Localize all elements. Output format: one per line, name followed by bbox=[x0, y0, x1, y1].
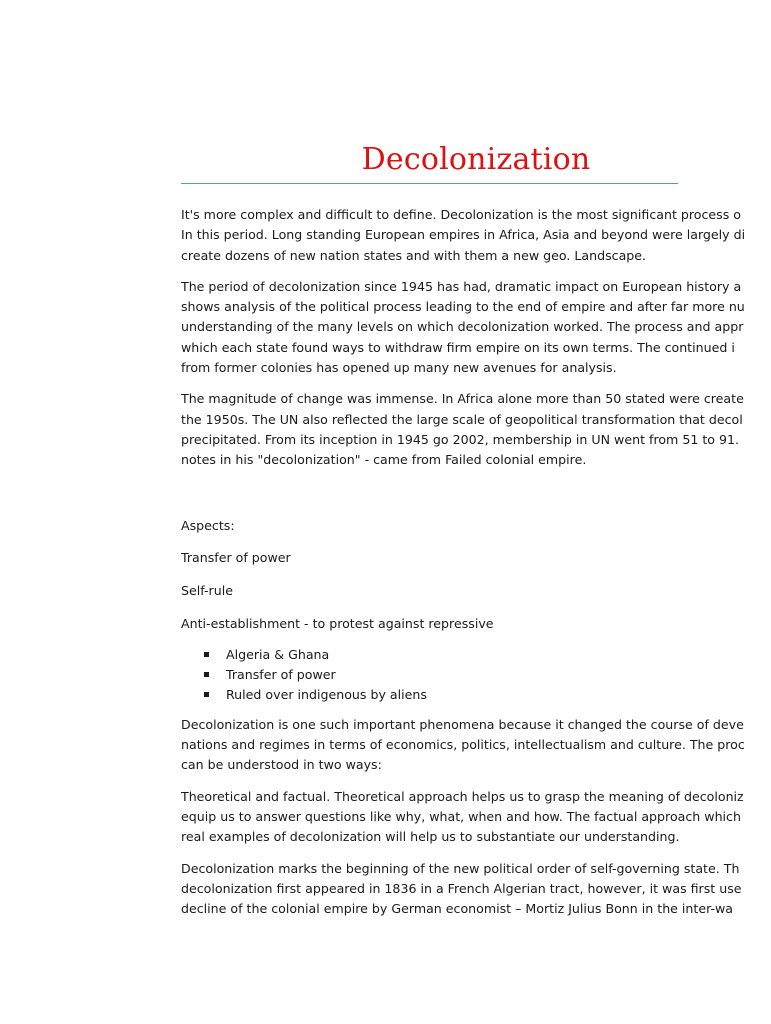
document-content bbox=[181, 0, 746, 1024]
bullet-text: Algeria & Ghana bbox=[226, 646, 330, 662]
text-line: the 1950s. The UN also reflected the large scale of geopolitical transformation that decol bbox=[181, 411, 743, 427]
text-line: Decolonization marks the beginning of the new political order of self-governing state. Th bbox=[181, 860, 740, 876]
paragraph-origin bbox=[181, 859, 741, 920]
text-line: real examples of decolonization will help us to substantiate our understanding. bbox=[181, 829, 680, 845]
text-line: shows analysis of the political process leading to the end of empire and after far more nu bbox=[181, 299, 745, 315]
text-line: which each state found ways to withdraw firm empire on its own terms. The continued i bbox=[181, 339, 735, 355]
text-line: The magnitude of change was immense. In Africa alone more than 50 stated were create bbox=[181, 391, 744, 407]
square-bullet-icon bbox=[204, 672, 209, 677]
paragraph-approaches bbox=[181, 787, 744, 848]
text-line: equip us to answer questions like why, what, when and how. The factual approach which bbox=[181, 808, 741, 824]
aspects-heading: Aspects: bbox=[181, 517, 235, 533]
text-line: decline of the colonial empire by German economist – Mortiz Julius Bonn in the inter-wa bbox=[181, 901, 734, 917]
text-line: The period of decolonization since 1945 has had, dramatic impact on European history a bbox=[181, 278, 742, 294]
bullet-item bbox=[181, 665, 741, 685]
text-line: Theoretical and factual. Theoretical approach helps us to grasp the meaning of decoloniz bbox=[181, 788, 744, 804]
text-line: In this period. Long standing European empires in Africa, Asia and beyond were largely di bbox=[181, 227, 746, 243]
bullet-item bbox=[181, 685, 741, 705]
text-line: nations and regimes in terms of economics, politics, intellectualism and culture. The proc bbox=[181, 737, 745, 753]
title-underline bbox=[181, 183, 678, 184]
text-line: notes in his "decolonization" - came from Failed colonial empire. bbox=[181, 452, 587, 468]
text-line: It's more complex and difficult to define. Decolonization is the most significant process o bbox=[181, 207, 742, 222]
bullet-item bbox=[181, 645, 741, 665]
aspect-item: Transfer of power bbox=[181, 550, 291, 566]
text-line: from former colonies has opened up many new avenues for analysis. bbox=[181, 360, 617, 376]
text-line: Decolonization is one such important phenomena because it changed the course of deve bbox=[181, 716, 744, 732]
aspect-item: Self-rule bbox=[181, 583, 233, 599]
spacer bbox=[181, 482, 741, 516]
text-line: create dozens of new nation states and with them a new geo. Landscape. bbox=[181, 247, 647, 263]
paragraph-importance bbox=[181, 715, 745, 776]
square-bullet-icon bbox=[204, 652, 209, 657]
text-line: can be understood in two ways: bbox=[181, 757, 382, 773]
page-title: Decolonization bbox=[361, 142, 591, 177]
text-line: decolonization first appeared in 1836 in a French Algerian tract, however, it was first use bbox=[181, 880, 742, 896]
paragraph-magnitude bbox=[181, 389, 744, 470]
square-bullet-icon bbox=[204, 692, 209, 697]
bullet-list bbox=[181, 645, 741, 705]
bullet-text: Ruled over indigenous by aliens bbox=[226, 686, 427, 702]
paragraph-period bbox=[181, 277, 745, 378]
bullet-text: Transfer of power bbox=[226, 666, 336, 682]
text-line: understanding of the many levels on which decolonization worked. The process and appr bbox=[181, 319, 744, 335]
text-line: precipitated. From its inception in 1945 go 2002, membership in UN went from 51 to 91. bbox=[181, 431, 740, 447]
document-body bbox=[181, 205, 746, 930]
aspect-item: Anti-establishment - to protest against repressive bbox=[181, 615, 494, 631]
paragraph-intro bbox=[181, 205, 746, 266]
